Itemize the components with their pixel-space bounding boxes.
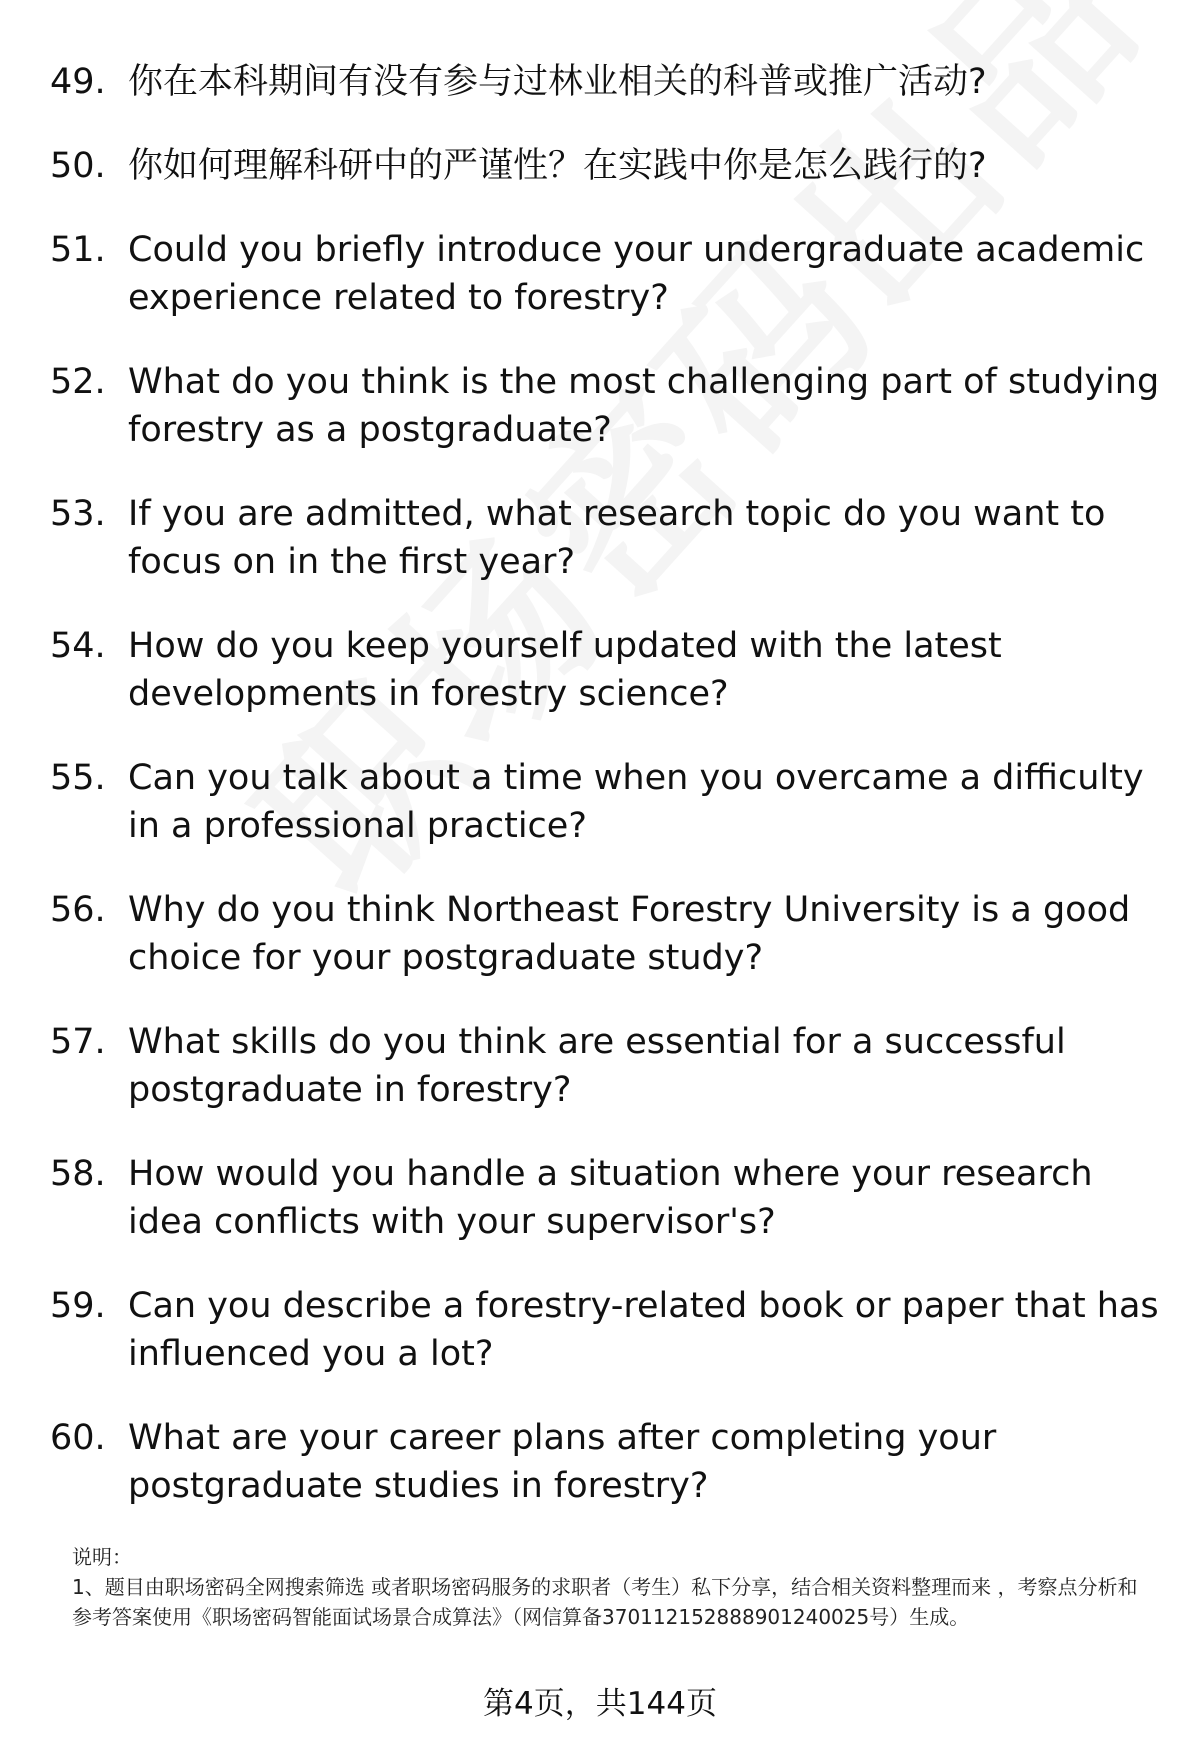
question-number: 60.: [50, 1418, 106, 1458]
question-item: [50, 490, 1160, 586]
question-text: What skills do you think are essential for a successful postgraduate in forestry?: [128, 1022, 1066, 1110]
question-text: If you are admitted, what research topic do you want to focus on in the first year?: [128, 494, 1106, 582]
question-item: [50, 1414, 1160, 1510]
question-list: [50, 58, 1160, 1546]
question-number: 54.: [50, 626, 106, 666]
question-item: [50, 226, 1160, 322]
page-number: 第4页，共144页: [483, 1686, 717, 1722]
question-item: [50, 754, 1160, 850]
question-text: Could you briefly introduce your undergraduate academic experience related to forestry?: [128, 230, 1145, 318]
question-text: 你如何理解科研中的严谨性？在实践中你是怎么践行的?: [128, 146, 987, 186]
question-text: Can you describe a forestry-related book or paper that has influenced you a lot?: [128, 1286, 1159, 1374]
question-number: 55.: [50, 758, 106, 798]
question-item: [50, 142, 1160, 190]
note-section: [72, 1542, 1152, 1632]
question-text: How would you handle a situation where your research idea conflicts with your supervisor's?: [128, 1154, 1093, 1242]
question-item: [50, 1150, 1160, 1246]
question-item: [50, 358, 1160, 454]
question-item: [50, 886, 1160, 982]
question-number: 50.: [50, 146, 106, 186]
question-number: 58.: [50, 1154, 106, 1194]
question-number: 52.: [50, 362, 106, 402]
question-text: 你在本科期间有没有参与过林业相关的科普或推广活动?: [128, 62, 987, 102]
question-number: 49.: [50, 62, 106, 102]
question-number: 57.: [50, 1022, 106, 1062]
question-text: How do you keep yourself updated with the latest developments in forestry science?: [128, 626, 1002, 714]
question-number: 51.: [50, 230, 106, 270]
question-item: [50, 58, 1160, 106]
question-item: [50, 622, 1160, 718]
question-number: 56.: [50, 890, 106, 930]
question-item: [50, 1282, 1160, 1378]
question-number: 53.: [50, 494, 106, 534]
note-heading: 说明：: [72, 1545, 132, 1569]
question-text: What do you think is the most challenging part of studying forestry as a postgraduate?: [128, 362, 1160, 450]
question-text: Why do you think Northeast Forestry University is a good choice for your postgraduate study?: [128, 890, 1131, 978]
question-item: [50, 1018, 1160, 1114]
question-text: What are your career plans after completing your postgraduate studies in forestry?: [128, 1418, 997, 1506]
question-text: Can you talk about a time when you overcame a difficulty in a professional practice?: [128, 758, 1144, 846]
question-number: 59.: [50, 1286, 106, 1326]
note-body: 1、题目由职场密码全网搜索筛选 或者职场密码服务的求职者（考生）私下分享，结合相关资料整理而来 ，考察点分析和参考答案使用《职场密码智能面试场景合成算法》（网信算备370112152888901240025号）生成。: [72, 1575, 1138, 1629]
